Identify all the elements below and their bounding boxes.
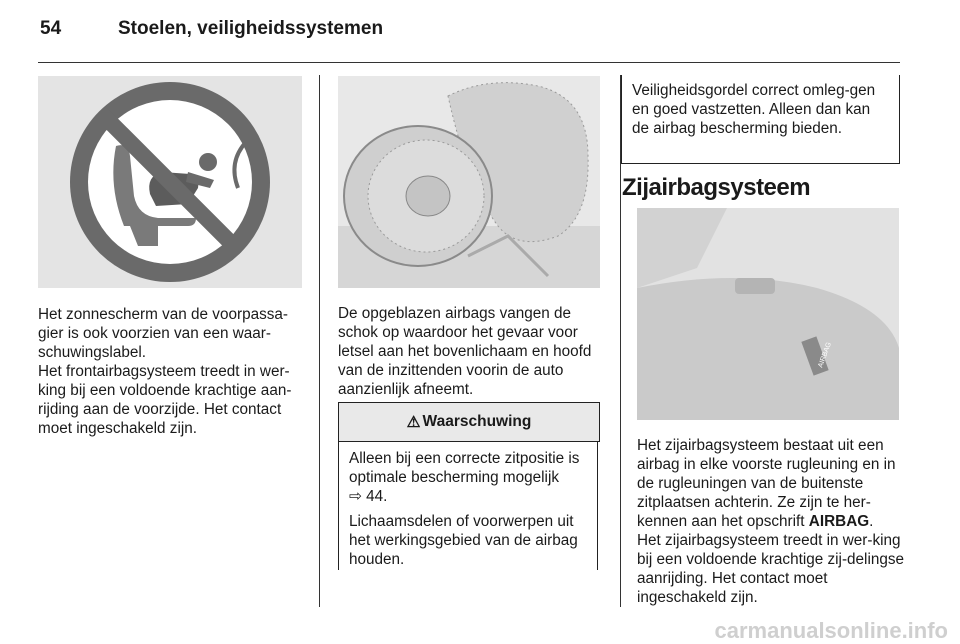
warning-box [338,402,600,570]
no-rear-facing-child-seat-icon [38,76,302,288]
seat-illustration [637,208,899,420]
warning-title: Waarschuwing [422,413,532,430]
section-heading: Zijairbagsysteem [622,174,811,201]
note-text: Veiligheidsgordel correct omleg-gen en goed vastzetten. Alleen dan kan de airbag bescherming bieden. [632,82,876,137]
page-ref[interactable]: 44. [366,488,388,505]
note-box [621,75,900,164]
front-airbags-image [338,76,600,288]
body-text: Het zonnescherm van de voorpassa-gier is ook voorzien van een waar-schuwingslabel. [38,306,288,361]
body-text: De opgeblazen airbags vangen de schok op waardoor het gevaar voor letsel aan het bovenlichaam en hoofd van de inzittenden voorin de auto aanzienlijk afneemt. [338,305,592,398]
body-text: Het zijairbagsysteem treedt in wer-king bij een voldoende krachtige zij-delingse aanrijding. Het contact moet ingeschakeld zijn. [637,532,905,606]
header-rule [38,62,900,63]
body-text-segment: . [869,513,874,530]
airbag-tag-label: AIRBAG [817,341,833,369]
warning-text: Lichaamsdelen of voorwerpen uit het werkingsgebied van de airbag houden. [349,513,578,568]
warning-label-image [38,76,302,288]
warning-body [338,441,598,570]
page-number: 54 [40,18,62,39]
page-title: Stoelen, veiligheidssystemen [118,18,384,39]
airbag-label-text: AIRBAG [808,513,870,530]
watermark: carmanualsonline.info [714,618,948,643]
warning-text-main: Alleen bij een correcte zitpositie is optimale bescherming mogelijk [349,450,580,486]
warning-triangle-icon: ⚠ [406,413,421,431]
body-text [637,436,905,531]
body-text: Het frontairbagsysteem treedt in wer-king bij een voldoende krachtige aan-rijding aan de voorzijde. Het contact moet ingeschakeld zijn. [38,363,292,437]
column-divider [319,75,320,607]
warning-header [338,402,600,442]
page-ref-icon: ⇨ [349,488,362,505]
inflated-airbags-illustration [338,76,600,288]
body-text-segment: Het zijairbagsysteem bestaat uit een airbag in elke voorste rugleuning en in de rugleuningen van de buitenste zitplaatsen achterin. Ze zijn te her-kennen aan het opschrift [637,437,896,530]
side-airbag-seat-image [637,208,899,420]
warning-text [349,449,589,506]
